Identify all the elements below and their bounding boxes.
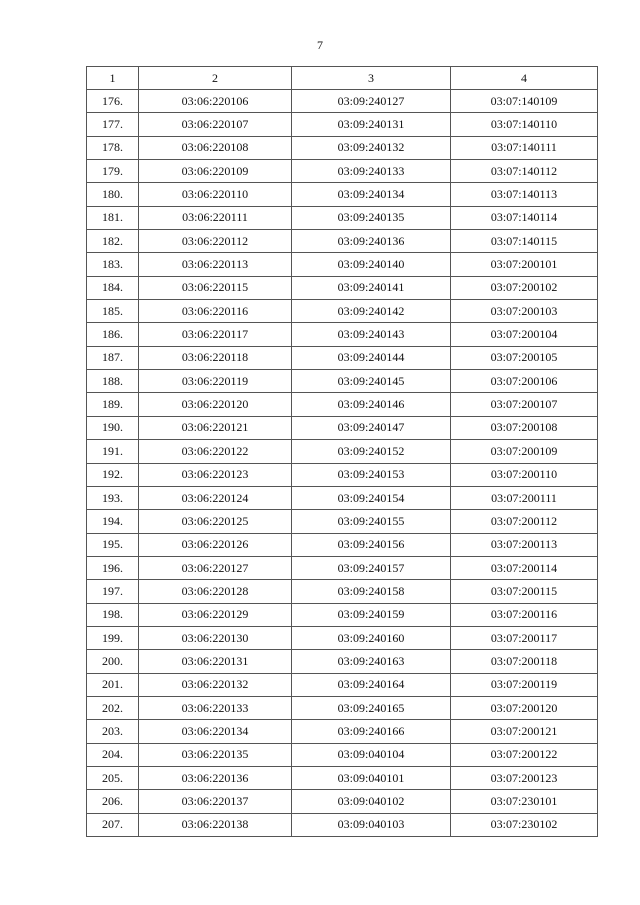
column-2-cell: 03:06:220119 — [139, 370, 292, 393]
row-number-cell: 195. — [87, 533, 139, 556]
row-number-cell: 198. — [87, 603, 139, 626]
column-3-cell: 03:09:240158 — [292, 580, 451, 603]
row-number-cell: 205. — [87, 766, 139, 789]
column-header-3: 3 — [292, 67, 451, 90]
column-4-cell: 03:07:200101 — [451, 253, 598, 276]
column-header-2: 2 — [139, 67, 292, 90]
column-2-cell: 03:06:220117 — [139, 323, 292, 346]
column-4-cell: 03:07:200102 — [451, 276, 598, 299]
column-2-cell: 03:06:220107 — [139, 113, 292, 136]
table-row — [87, 673, 598, 696]
table-row — [87, 346, 598, 369]
column-3-cell: 03:09:240166 — [292, 720, 451, 743]
column-2-cell: 03:06:220118 — [139, 346, 292, 369]
column-3-cell: 03:09:240163 — [292, 650, 451, 673]
table-row — [87, 463, 598, 486]
table-body — [87, 90, 598, 837]
column-4-cell: 03:07:200118 — [451, 650, 598, 673]
column-2-cell: 03:06:220123 — [139, 463, 292, 486]
table-row — [87, 393, 598, 416]
column-4-cell: 03:07:230102 — [451, 813, 598, 836]
column-3-cell: 03:09:240131 — [292, 113, 451, 136]
column-4-cell: 03:07:230101 — [451, 790, 598, 813]
row-number-cell: 182. — [87, 230, 139, 253]
column-4-cell: 03:07:200106 — [451, 370, 598, 393]
table-row — [87, 696, 598, 719]
column-4-cell: 03:07:200105 — [451, 346, 598, 369]
column-4-cell: 03:07:200110 — [451, 463, 598, 486]
column-3-cell: 03:09:240155 — [292, 510, 451, 533]
row-number-cell: 184. — [87, 276, 139, 299]
column-3-cell: 03:09:240157 — [292, 556, 451, 579]
table-row — [87, 720, 598, 743]
row-number-cell: 183. — [87, 253, 139, 276]
row-number-cell: 207. — [87, 813, 139, 836]
table-row — [87, 580, 598, 603]
table-row — [87, 136, 598, 159]
column-2-cell: 03:06:220108 — [139, 136, 292, 159]
row-number-cell: 181. — [87, 206, 139, 229]
column-2-cell: 03:06:220137 — [139, 790, 292, 813]
table-row — [87, 650, 598, 673]
table-row — [87, 790, 598, 813]
column-2-cell: 03:06:220124 — [139, 486, 292, 509]
table-row — [87, 813, 598, 836]
column-4-cell: 03:07:200103 — [451, 300, 598, 323]
column-3-cell: 03:09:240159 — [292, 603, 451, 626]
column-4-cell: 03:07:200108 — [451, 416, 598, 439]
column-4-cell: 03:07:200120 — [451, 696, 598, 719]
row-number-cell: 192. — [87, 463, 139, 486]
column-2-cell: 03:06:220131 — [139, 650, 292, 673]
column-2-cell: 03:06:220136 — [139, 766, 292, 789]
column-3-cell: 03:09:040103 — [292, 813, 451, 836]
column-3-cell: 03:09:240140 — [292, 253, 451, 276]
table-row — [87, 90, 598, 113]
table-row — [87, 253, 598, 276]
table-row — [87, 626, 598, 649]
column-2-cell: 03:06:220127 — [139, 556, 292, 579]
column-2-cell: 03:06:220125 — [139, 510, 292, 533]
column-2-cell: 03:06:220126 — [139, 533, 292, 556]
column-3-cell: 03:09:240134 — [292, 183, 451, 206]
column-2-cell: 03:06:220130 — [139, 626, 292, 649]
column-3-cell: 03:09:240154 — [292, 486, 451, 509]
column-4-cell: 03:07:200123 — [451, 766, 598, 789]
column-2-cell: 03:06:220128 — [139, 580, 292, 603]
column-4-cell: 03:07:200122 — [451, 743, 598, 766]
column-3-cell: 03:09:240143 — [292, 323, 451, 346]
column-3-cell: 03:09:240144 — [292, 346, 451, 369]
column-2-cell: 03:06:220115 — [139, 276, 292, 299]
column-2-cell: 03:06:220132 — [139, 673, 292, 696]
column-4-cell: 03:07:200107 — [451, 393, 598, 416]
column-2-cell: 03:06:220109 — [139, 160, 292, 183]
row-number-cell: 177. — [87, 113, 139, 136]
column-3-cell: 03:09:040102 — [292, 790, 451, 813]
column-3-cell: 03:09:240132 — [292, 136, 451, 159]
column-2-cell: 03:06:220110 — [139, 183, 292, 206]
row-number-cell: 191. — [87, 440, 139, 463]
column-2-cell: 03:06:220133 — [139, 696, 292, 719]
row-number-cell: 203. — [87, 720, 139, 743]
column-3-cell: 03:09:240127 — [292, 90, 451, 113]
table-row — [87, 510, 598, 533]
row-number-cell: 201. — [87, 673, 139, 696]
column-4-cell: 03:07:200121 — [451, 720, 598, 743]
column-header-1: 1 — [87, 67, 139, 90]
column-3-cell: 03:09:240152 — [292, 440, 451, 463]
column-2-cell: 03:06:220113 — [139, 253, 292, 276]
column-2-cell: 03:06:220122 — [139, 440, 292, 463]
column-4-cell: 03:07:200112 — [451, 510, 598, 533]
table-row — [87, 486, 598, 509]
page-number: 7 — [317, 38, 323, 52]
column-2-cell: 03:06:220106 — [139, 90, 292, 113]
table-row — [87, 206, 598, 229]
table-row — [87, 300, 598, 323]
column-3-cell: 03:09:040101 — [292, 766, 451, 789]
row-number-cell: 200. — [87, 650, 139, 673]
column-3-cell: 03:09:040104 — [292, 743, 451, 766]
row-number-cell: 197. — [87, 580, 139, 603]
row-number-cell: 186. — [87, 323, 139, 346]
column-4-cell: 03:07:200116 — [451, 603, 598, 626]
table-row — [87, 276, 598, 299]
column-header-4: 4 — [451, 67, 598, 90]
column-4-cell: 03:07:140115 — [451, 230, 598, 253]
column-4-cell: 03:07:200111 — [451, 486, 598, 509]
column-2-cell: 03:06:220116 — [139, 300, 292, 323]
row-number-cell: 188. — [87, 370, 139, 393]
column-4-cell: 03:07:140113 — [451, 183, 598, 206]
column-4-cell: 03:07:200117 — [451, 626, 598, 649]
table-row — [87, 603, 598, 626]
row-number-cell: 199. — [87, 626, 139, 649]
column-3-cell: 03:09:240156 — [292, 533, 451, 556]
table-row — [87, 416, 598, 439]
column-2-cell: 03:06:220111 — [139, 206, 292, 229]
table-row — [87, 113, 598, 136]
column-2-cell: 03:06:220112 — [139, 230, 292, 253]
column-3-cell: 03:09:240153 — [292, 463, 451, 486]
column-4-cell: 03:07:140110 — [451, 113, 598, 136]
row-number-cell: 180. — [87, 183, 139, 206]
column-3-cell: 03:09:240142 — [292, 300, 451, 323]
column-2-cell: 03:06:220121 — [139, 416, 292, 439]
table-row — [87, 230, 598, 253]
column-2-cell: 03:06:220120 — [139, 393, 292, 416]
column-4-cell: 03:07:200119 — [451, 673, 598, 696]
row-number-cell: 206. — [87, 790, 139, 813]
column-2-cell: 03:06:220138 — [139, 813, 292, 836]
row-number-cell: 179. — [87, 160, 139, 183]
row-number-cell: 189. — [87, 393, 139, 416]
column-3-cell: 03:09:240135 — [292, 206, 451, 229]
column-3-cell: 03:09:240164 — [292, 673, 451, 696]
table-row — [87, 323, 598, 346]
table-header — [87, 67, 598, 90]
column-3-cell: 03:09:240141 — [292, 276, 451, 299]
header-row — [87, 67, 598, 90]
data-table — [86, 66, 598, 837]
row-number-cell: 204. — [87, 743, 139, 766]
column-4-cell: 03:07:200113 — [451, 533, 598, 556]
column-3-cell: 03:09:240145 — [292, 370, 451, 393]
table-row — [87, 766, 598, 789]
table-row — [87, 160, 598, 183]
table-row — [87, 183, 598, 206]
column-4-cell: 03:07:200109 — [451, 440, 598, 463]
row-number-cell: 178. — [87, 136, 139, 159]
column-4-cell: 03:07:140112 — [451, 160, 598, 183]
column-2-cell: 03:06:220134 — [139, 720, 292, 743]
row-number-cell: 194. — [87, 510, 139, 533]
row-number-cell: 190. — [87, 416, 139, 439]
column-4-cell: 03:07:200104 — [451, 323, 598, 346]
column-3-cell: 03:09:240136 — [292, 230, 451, 253]
column-3-cell: 03:09:240160 — [292, 626, 451, 649]
column-4-cell: 03:07:140111 — [451, 136, 598, 159]
column-3-cell: 03:09:240147 — [292, 416, 451, 439]
row-number-cell: 187. — [87, 346, 139, 369]
table-row — [87, 370, 598, 393]
row-number-cell: 202. — [87, 696, 139, 719]
column-4-cell: 03:07:140109 — [451, 90, 598, 113]
row-number-cell: 193. — [87, 486, 139, 509]
table-row — [87, 556, 598, 579]
row-number-cell: 176. — [87, 90, 139, 113]
table-row — [87, 533, 598, 556]
column-3-cell: 03:09:240146 — [292, 393, 451, 416]
table-row — [87, 743, 598, 766]
column-4-cell: 03:07:200115 — [451, 580, 598, 603]
column-4-cell: 03:07:140114 — [451, 206, 598, 229]
column-3-cell: 03:09:240165 — [292, 696, 451, 719]
column-3-cell: 03:09:240133 — [292, 160, 451, 183]
column-2-cell: 03:06:220129 — [139, 603, 292, 626]
row-number-cell: 185. — [87, 300, 139, 323]
column-4-cell: 03:07:200114 — [451, 556, 598, 579]
table-row — [87, 440, 598, 463]
column-2-cell: 03:06:220135 — [139, 743, 292, 766]
row-number-cell: 196. — [87, 556, 139, 579]
